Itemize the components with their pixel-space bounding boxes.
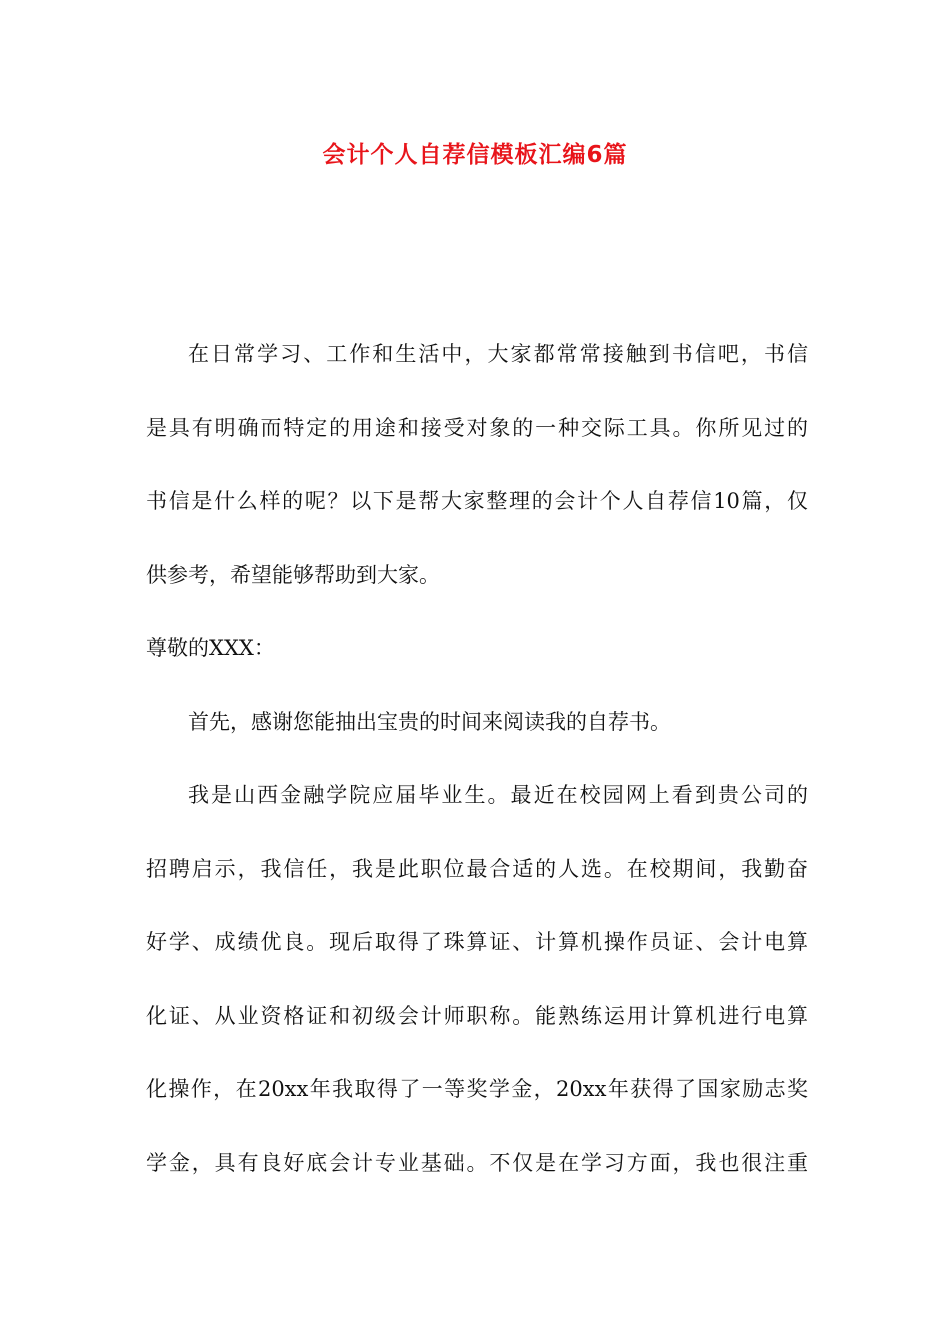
text-line: 招聘启示，我信任，我是此职位最合适的人选。在校期间，我勤奋 <box>146 856 808 881</box>
text-line: 供参考，希望能够帮助到大家。 <box>146 562 440 587</box>
text-line: 学金，具有良好底会计专业基础。不仅是在学习方面，我也很注重 <box>146 1150 808 1175</box>
text-line: 化操作，在20xx年我取得了一等奖学金，20xx年获得了国家励志奖 <box>146 1077 808 1101</box>
text-line: 书信是什么样的呢？以下是帮大家整理的会计个人自荐信10篇，仅 <box>146 489 808 513</box>
text-line: 尊敬的XXX： <box>146 636 275 660</box>
text-line: 化证、从业资格证和初级会计师职称。能熟练运用计算机进行电算 <box>146 1003 808 1028</box>
text-line: 首先，感谢您能抽出宝贵的时间来阅读我的自荐书。 <box>188 709 671 734</box>
text-line: 是具有明确而特定的用途和接受对象的一种交际工具。你所见过的 <box>146 415 808 440</box>
text-line: 我是山西金融学院应届毕业生。最近在校园网上看到贵公司的 <box>188 783 808 807</box>
paragraph-self-intro <box>146 759 808 1200</box>
paragraph-intro <box>146 318 808 612</box>
document-body <box>146 318 808 1200</box>
paragraph-salutation <box>146 612 808 686</box>
document-title: 会计个人自荐信模板汇编6篇 <box>322 142 628 168</box>
text-line: 好学、成绩优良。现后取得了珠算证、计算机操作员证、会计电算 <box>146 930 808 954</box>
text-line: 在日常学习、工作和生活中，大家都常常接触到书信吧，书信 <box>188 342 808 366</box>
paragraph-thanks <box>146 686 808 760</box>
